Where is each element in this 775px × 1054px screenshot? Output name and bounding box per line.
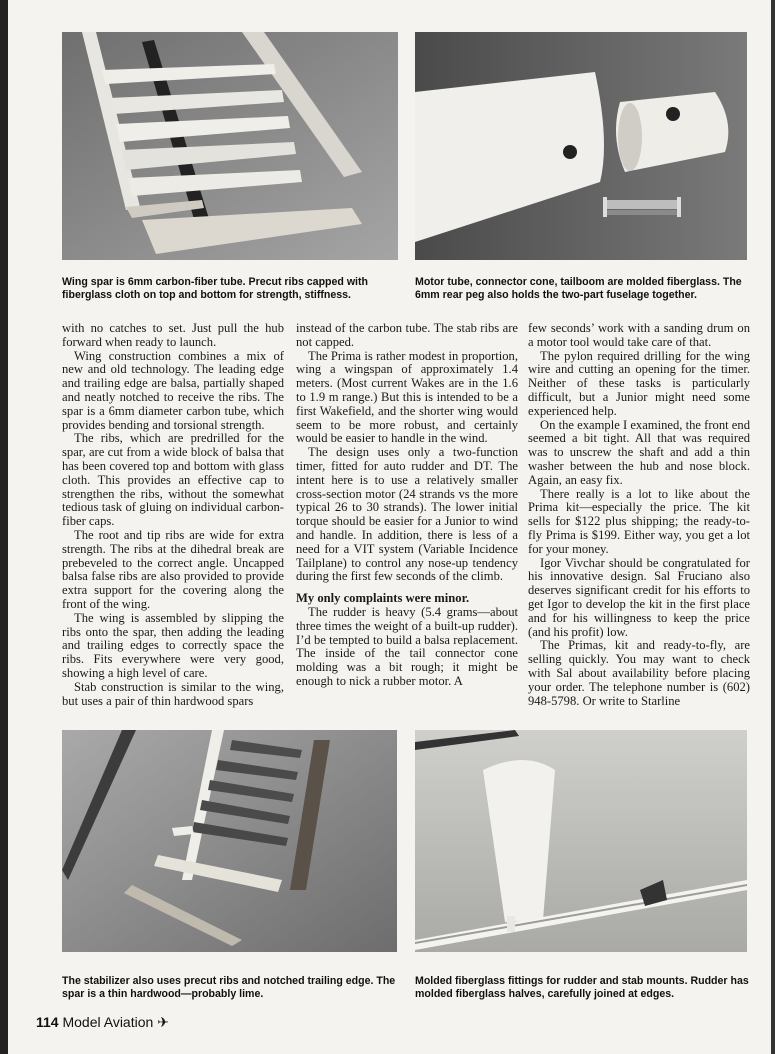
- article-column-3: [528, 322, 750, 708]
- paragraph: few seconds’ work with a sanding drum on a motor tool would take care of that.: [528, 321, 750, 349]
- airplane-icon: ✈: [157, 1014, 169, 1030]
- magazine-name: Model Aviation: [62, 1014, 154, 1030]
- caption-wing-structure: Wing spar is 6mm carbon-fiber tube. Precut ribs capped with fiberglass cloth on top and bottom for strength, stiffness.: [62, 276, 369, 301]
- paragraph: with no catches to set. Just pull the hub forward when ready to launch.: [62, 321, 284, 349]
- paragraph: The wing is assembled by slipping the ribs onto the spar, then adding the leading and trailing edges to correctly space the ribs. Fits everywhere were very good, showing a high level of care.: [62, 610, 284, 680]
- photo-wing-structure: [62, 32, 398, 260]
- scan-edge-right: [771, 0, 775, 1054]
- paragraph: There really is a lot to like about the Prima kit—especially the price. The kit sells for $122 plus shipping; the ready-to-fly Prima is $199. Either way, you get a lot for your money.: [528, 486, 750, 556]
- motor-tube-image: [415, 32, 747, 260]
- paragraph: Wing construction combines a mix of new and old technology. The leading edge and trailing edge are balsa, partially shaped and neatly notched to receive the ribs. The spar is a 6mm diameter carbon tube, which provides bending and torsional strength.: [62, 348, 284, 432]
- scan-edge-left: [0, 0, 8, 1054]
- paragraph: The rudder is heavy (5.4 grams—about three times the weight of a built-up rudder). I’d be tempted to build a balsa replacement. The inside of the tail connector cone molding was a bit rough; it might be enough to nick a rubber motor. A: [296, 604, 518, 688]
- page-footer: [36, 1014, 169, 1031]
- paragraph: The Prima is rather modest in proportion, wing a wingspan of approximately 1.4 meters. (Most current Wakes are in the 1.6 to 1.9 m range.) But this is intended to be a first Wakefield, and the shorter wing would seem to be more robust, and certainly would be easier to handle in the wind.: [296, 348, 518, 446]
- paragraph: On the example I examined, the front end seemed a bit tight. All that was required was to unscrew the shaft and add a thin washer between the hub and nose block. Again, an easy fix.: [528, 417, 750, 487]
- caption-rudder: Molded fiberglass fittings for rudder and stab mounts. Rudder has molded fiberglass halves, carefully joined at edges.: [415, 975, 749, 1000]
- paragraph: Stab construction is similar to the wing, but uses a pair of thin hardwood spars: [62, 679, 284, 708]
- article-column-1: [62, 322, 284, 708]
- page-number: 114: [36, 1014, 59, 1030]
- photo-motor-tube: [415, 32, 747, 260]
- photo-stabilizer: [62, 730, 397, 952]
- paragraph: The pylon required drilling for the wing wire and cutting an opening for the timer. Neither of these tasks is particularly difficult, but a Junior might need some experienced help.: [528, 348, 750, 418]
- photo-rudder: [415, 730, 747, 952]
- paragraph: The Primas, kit and ready-to-fly, are selling quickly. You may want to check with Sal about availability before placing your order. The telephone number is (602) 948-5798. Or write to Starline: [528, 638, 750, 708]
- caption-stabilizer: The stabilizer also uses precut ribs and notched trailing edge. The spar is a thin hardwood—probably lime.: [62, 975, 396, 1000]
- paragraph: The ribs, which are predrilled for the spar, are cut from a wide block of balsa that has been covered top and bottom with glass cloth. This provides an effective cap to strengthen the ribs, without the somewhat tedious task of gluing on individual carbon-fiber caps.: [62, 431, 284, 529]
- section-heading: My only complaints were minor.: [296, 591, 470, 606]
- paragraph: instead of the carbon tube. The stab ribs are not capped.: [296, 321, 518, 349]
- stabilizer-image: [62, 730, 397, 952]
- wing-structure-image: [62, 32, 398, 260]
- article-column-2: [296, 322, 518, 689]
- paragraph: The root and tip ribs are wide for extra strength. The ribs at the dihedral break are prebeveled to the correct angle. Uncapped balsa false ribs are also provided to provide extra support for the covering along the front of the wing.: [62, 527, 284, 611]
- caption-motor-tube: Motor tube, connector cone, tailboom are molded fiberglass. The 6mm rear peg also holds the two-part fuselage together.: [415, 276, 742, 301]
- paragraph: The design uses only a two-function timer, fitted for auto rudder and DT. The intent here is to use a relatively smaller cross-section motor (24 strands vs the more typical 26 to 30 strands). The lower initial torque should be easier for a Junior to wind and handle. In addition, there is less of a need for a VIT system (Variable Incidence Tailplane) to control any nose-up tendency during the first few seconds of the climb.: [296, 445, 518, 584]
- paragraph: Igor Vivchar should be congratulated for his innovative design. Sal Fruciano also deserves significant credit for his efforts to get Igor to develop the kit in the first place and for his willingness to keep the price (and his profit) low.: [528, 555, 750, 639]
- rudder-image: [415, 730, 747, 952]
